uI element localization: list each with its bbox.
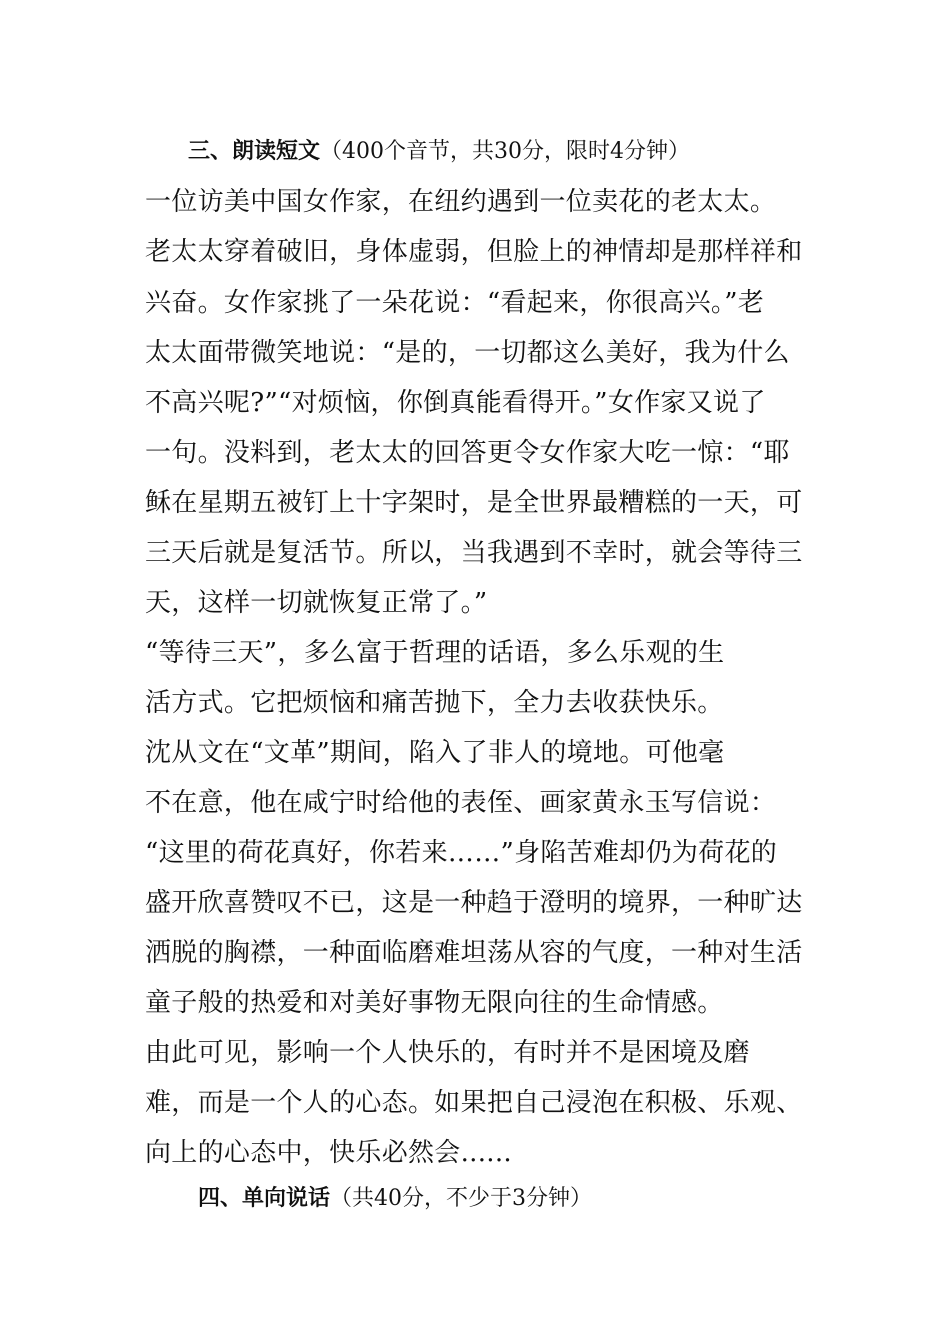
passage-line: 三天后就是复活节。所以，当我遇到不幸时，就会等待三 (145, 538, 803, 568)
passage-line: 不高兴呢?”“对烦恼，你倒真能看得开。”女作家又说了 (145, 388, 766, 418)
passage-line: 稣在星期五被钉上十字架时，是全世界最糟糕的一天，可 (145, 488, 803, 518)
section-title: 三、朗读短文 (188, 138, 321, 164)
passage-line: 一句。没料到，老太太的回答更令女作家大吃一惊：“耶 (145, 438, 790, 468)
passage-line: 不在意，他在咸宁时给他的表侄、画家黄永玉写信说： (145, 788, 777, 818)
passage-line: 盛开欣喜赞叹不已，这是一种趋于澄明的境界，一种旷达 (145, 888, 803, 918)
passage-line: 太太面带微笑地说：“是的，一切都这么美好，我为什么 (145, 338, 790, 368)
section-heading-speaking (198, 1183, 592, 1214)
section-note: （共40分，不少于3分钟） (330, 1186, 593, 1211)
passage-line: “等待三天”，多么富于哲理的话语，多么乐观的生 (145, 638, 725, 668)
passage-line: 洒脱的胸襟，一种面临磨难坦荡从容的气度，一种对生活 (145, 938, 803, 968)
passage-line: 童子般的热爱和对美好事物无限向往的生命情感。 (145, 988, 724, 1018)
passage-line: 向上的心态中，快乐必然会...... (145, 1138, 512, 1168)
section-title: 四、单向说话 (198, 1185, 331, 1211)
passage-line: 活方式。它把烦恼和痛苦抛下，全力去收获快乐。 (145, 688, 724, 718)
passage-line: 一位访美中国女作家，在纽约遇到一位卖花的老太太。 (145, 187, 777, 217)
passage-line: “这里的荷花真好，你若来……”身陷苦难却仍为荷花的 (145, 838, 778, 868)
passage-line: 难，而是一个人的心态。如果把自己浸泡在积极、乐观、 (145, 1088, 803, 1118)
passage-line: 由此可见，影响一个人快乐的，有时并不是困境及磨 (145, 1038, 750, 1068)
passage-line: 老太太穿着破旧，身体虚弱，但脸上的神情却是那样祥和 (145, 237, 803, 267)
passage-line: 天，这样一切就恢复正常了。” (145, 588, 488, 618)
section-heading-reading (188, 136, 690, 167)
passage-line: 兴奋。女作家挑了一朵花说：“看起来，你很高兴。”老 (145, 288, 765, 318)
section-note: （400个音节，共30分，限时4分钟） (320, 139, 690, 164)
passage-line: 沈从文在“文革”期间，陷入了非人的境地。可他毫 (145, 738, 725, 768)
